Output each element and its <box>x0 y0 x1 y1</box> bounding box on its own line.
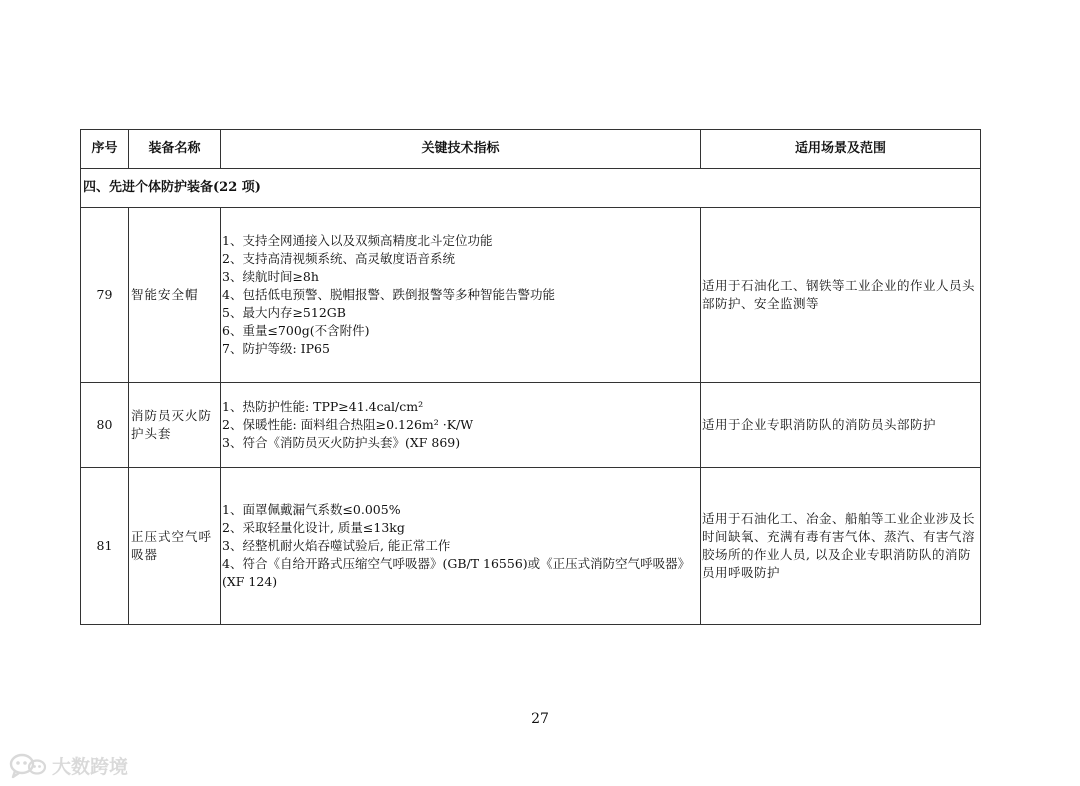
header-number: 序号 <box>81 130 129 169</box>
watermark-text: 大数跨境 <box>52 756 129 778</box>
spec-line: 4、符合《自给开路式压缩空气呼吸器》(GB/T 16556)或《正压式消防空气呼吸器》(XF 124) <box>222 556 691 589</box>
table-header-row <box>81 130 981 169</box>
spec-line: 3、符合《消防员灭火防护头套》(XF 869) <box>222 435 461 450</box>
spec-cell <box>221 383 701 468</box>
row-number: 81 <box>81 468 129 625</box>
spec-line: 1、热防护性能: TPP≥41.4cal/cm² <box>222 399 424 414</box>
section-title: 四、先进个体防护装备(22 项) <box>81 169 981 208</box>
equipment-table <box>80 129 981 625</box>
spec-line: 1、面罩佩戴漏气系数≤0.005% <box>222 502 401 517</box>
spec-cell <box>221 468 701 625</box>
header-key-specs: 关键技术指标 <box>221 130 701 169</box>
spec-line: 5、最大内存≥512GB <box>222 305 346 320</box>
spec-line: 2、支持高清视频系统、高灵敏度语音系统 <box>222 251 455 266</box>
table-row <box>81 468 981 625</box>
table-row <box>81 383 981 468</box>
spec-line: 7、防护等级: IP65 <box>222 341 330 356</box>
equipment-name: 消防员灭火防护头套 <box>129 383 221 468</box>
spec-line: 4、包括低电预警、脱帽报警、跌倒报警等多种智能告警功能 <box>222 287 555 302</box>
spec-line: 1、支持全网通接入以及双频高精度北斗定位功能 <box>222 233 493 248</box>
row-number: 80 <box>81 383 129 468</box>
scope-cell: 适用于石油化工、冶金、船舶等工业企业涉及长时间缺氧、充满有毒有害气体、蒸汽、有害气溶胶场所的作业人员, 以及企业专职消防队的消防员用呼吸防护 <box>701 468 981 625</box>
spec-line: 2、采取轻量化设计, 质量≤13kg <box>222 520 405 535</box>
row-number: 79 <box>81 208 129 383</box>
header-scope: 适用场景及范围 <box>701 130 981 169</box>
spec-line: 3、续航时间≥8h <box>222 269 319 284</box>
equipment-name: 正压式空气呼吸器 <box>129 468 221 625</box>
spec-line: 2、保暖性能: 面料组合热阻≥0.126m² ·K/W <box>222 417 474 432</box>
watermark <box>8 752 128 779</box>
table-row <box>81 208 981 383</box>
spec-cell <box>221 208 701 383</box>
wechat-logo-icon <box>8 753 48 779</box>
spec-line: 3、经整机耐火焰吞噬试验后, 能正常工作 <box>222 538 451 553</box>
scope-cell: 适用于企业专职消防队的消防员头部防护 <box>701 383 981 468</box>
header-equipment-name: 装备名称 <box>129 130 221 169</box>
equipment-name: 智能安全帽 <box>129 208 221 383</box>
section-row <box>81 169 981 208</box>
page-number: 27 <box>531 711 549 727</box>
scope-cell: 适用于石油化工、钢铁等工业企业的作业人员头部防护、安全监测等 <box>701 208 981 383</box>
spec-line: 6、重量≤700g(不含附件) <box>222 323 370 338</box>
